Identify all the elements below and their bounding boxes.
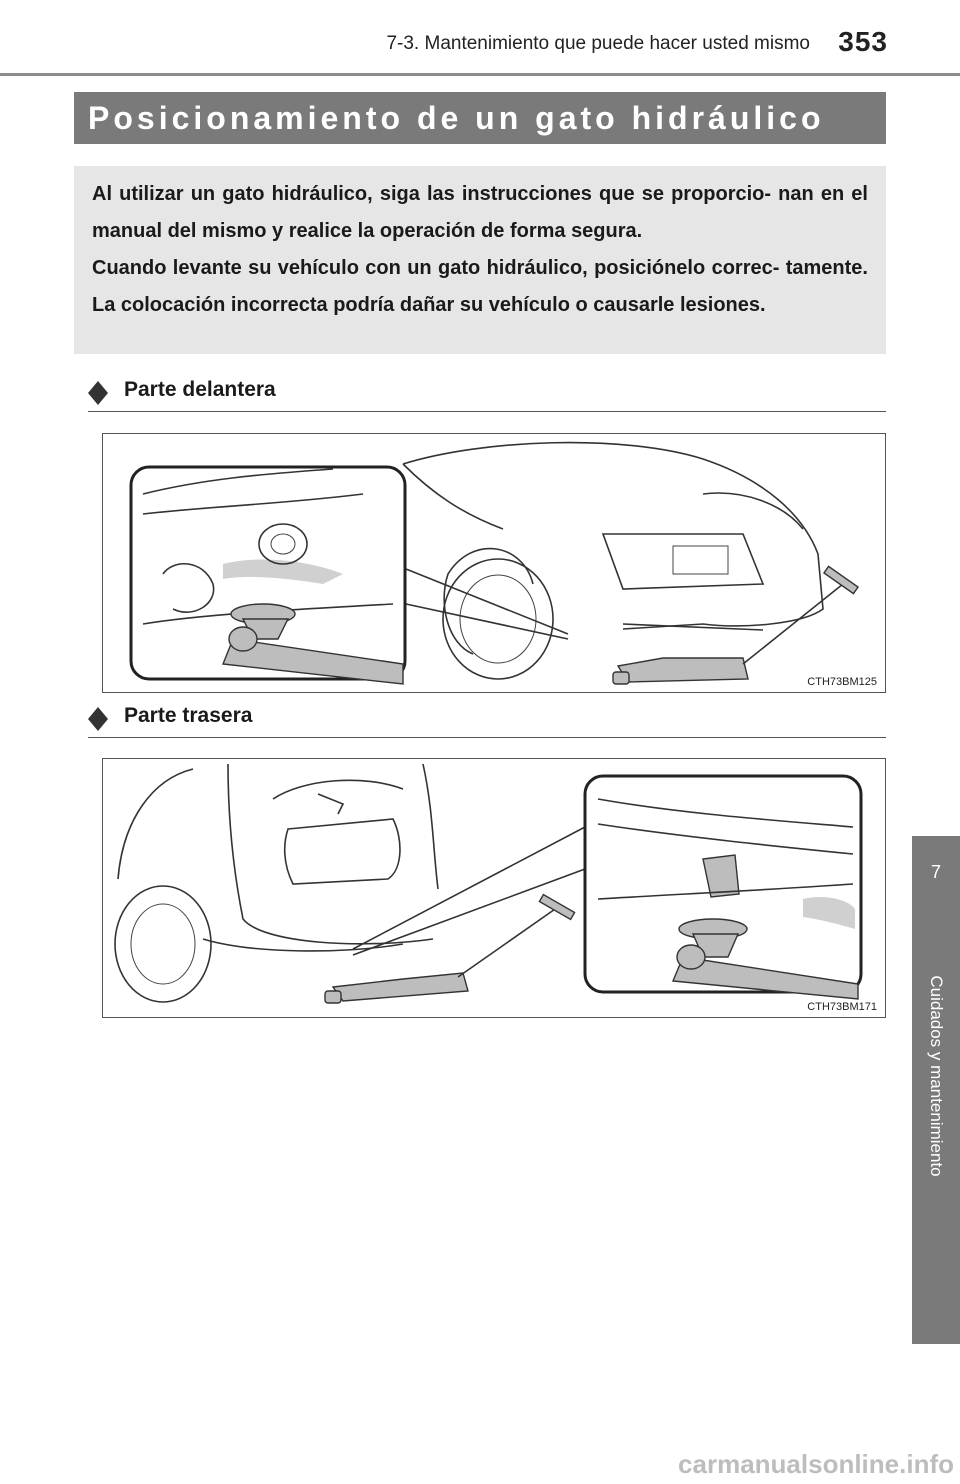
chapter-number: 7 xyxy=(930,862,941,882)
diamond-bullet-icon xyxy=(88,381,108,405)
front-jack-figure xyxy=(102,433,886,693)
rear-jack-illustration xyxy=(103,759,887,1019)
rear-heading-label: Parte trasera xyxy=(124,704,253,727)
header-divider xyxy=(0,73,960,76)
rear-heading-rule xyxy=(88,737,886,738)
chapter-side-tab xyxy=(912,836,960,1344)
diamond-bullet-icon xyxy=(88,707,108,731)
front-heading-rule xyxy=(88,411,886,412)
intro-paragraph-1: Al utilizar un gato hidráulico, siga las instrucciones que se proporcio- nan en el manual del mismo y realice la operación de forma segura. xyxy=(92,183,868,242)
section-banner xyxy=(74,92,886,144)
intro-box xyxy=(74,166,886,354)
front-jack-illustration xyxy=(103,434,887,694)
front-figure-code: CTH73BM125 xyxy=(807,676,877,688)
chapter-label: Cuidados y mantenimiento xyxy=(927,975,946,1177)
intro-paragraph-2: Cuando levante su vehículo con un gato hidráulico, posiciónelo correc- tamente. La colocación incorrecta podría dañar su vehículo o causarle lesiones. xyxy=(92,257,868,316)
rear-figure-code: CTH73BM171 xyxy=(807,1001,877,1013)
watermark: carmanualsonline.info xyxy=(678,1449,954,1479)
front-heading-label: Parte delantera xyxy=(124,378,276,401)
header-section-title: 7-3. Mantenimiento que puede hacer usted mismo xyxy=(386,33,810,54)
section-title: Posicionamiento de un gato hidráulico xyxy=(88,100,825,136)
rear-jack-figure xyxy=(102,758,886,1018)
page-number: 353 xyxy=(838,26,888,57)
